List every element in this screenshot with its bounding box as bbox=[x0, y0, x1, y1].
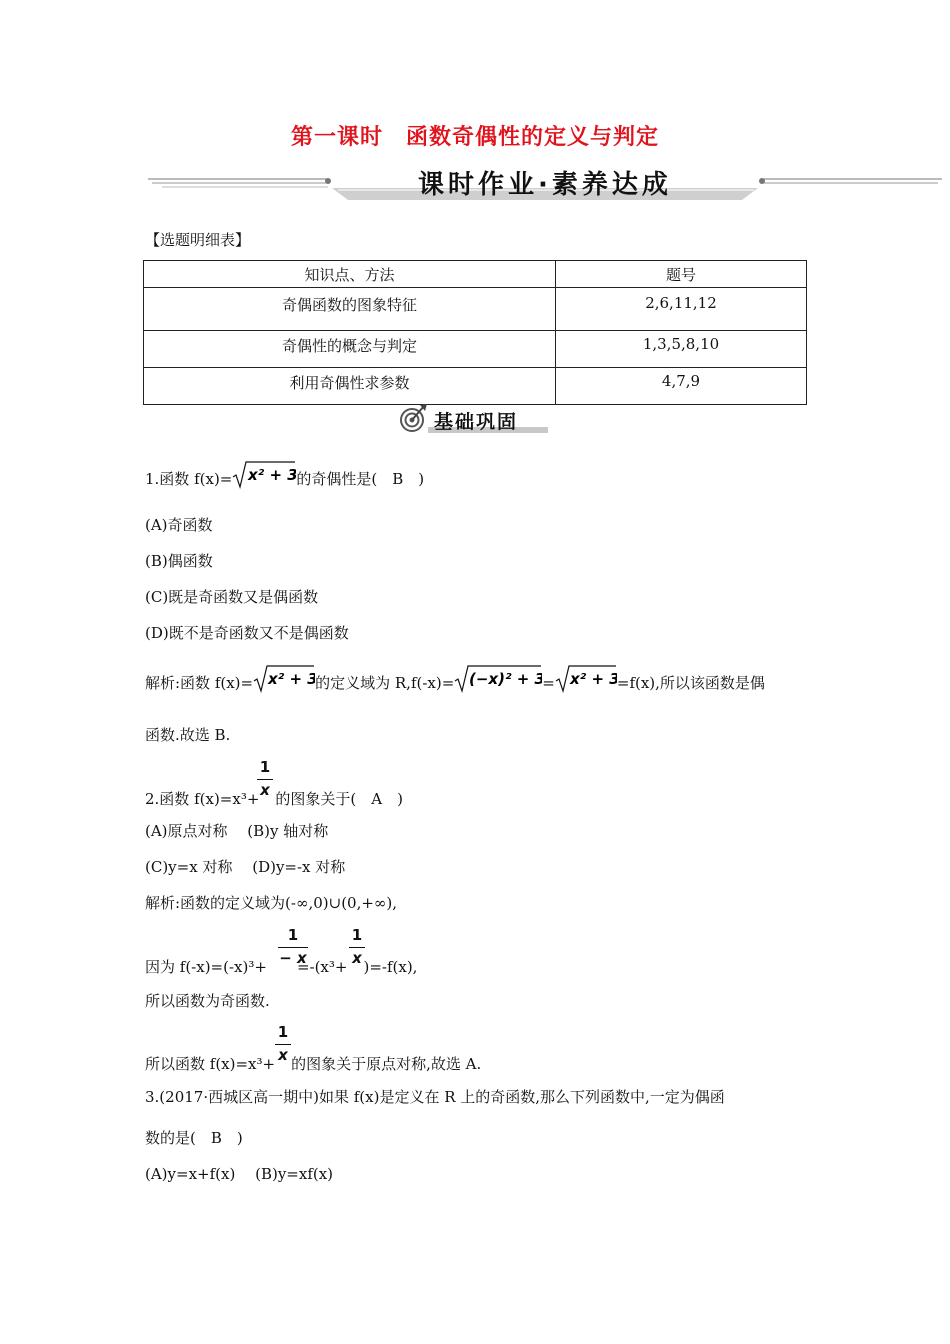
fraction-denominator: x bbox=[260, 781, 270, 799]
solution-text: 的定义域为 R,f(-x)= bbox=[315, 674, 455, 692]
option-c: (C)既是奇函数又是偶函数 bbox=[145, 588, 319, 606]
question-1-stem bbox=[145, 460, 424, 490]
radical-sign-icon bbox=[454, 664, 542, 694]
option-b: (B)偶函数 bbox=[145, 552, 213, 570]
q2-stem-prefix: 2.函数 f(x)=x³+ bbox=[145, 790, 260, 808]
section-title: 基础巩固 bbox=[434, 411, 519, 433]
table-header-cell: 知识点、方法 bbox=[144, 261, 556, 288]
fraction-bar bbox=[278, 947, 308, 948]
table-cell: 1,3,5,8,10 bbox=[556, 331, 807, 368]
radical-sign-icon bbox=[232, 460, 296, 490]
table-row bbox=[144, 331, 807, 368]
lesson-title: 第一课时 函数奇偶性的定义与判定 bbox=[290, 125, 659, 150]
q2-solution-line-3: 所以函数为奇函数. bbox=[145, 992, 270, 1010]
table-row bbox=[144, 288, 807, 331]
solution-text: 的图象关于原点对称,故选 A. bbox=[291, 1055, 482, 1073]
sqrt-expression bbox=[232, 460, 296, 490]
solution-text: =f(x),所以该函数是偶 bbox=[616, 674, 765, 692]
table-cell: 4,7,9 bbox=[556, 368, 807, 405]
q3-options-line-1: (A)y=x+f(x) (B)y=xf(x) bbox=[145, 1165, 334, 1183]
question-3-stem-line-1: 3.(2017·西城区高一期中)如果 f(x)是定义在 R 上的奇函数,那么下列函数中,一定为偶函 bbox=[145, 1088, 725, 1106]
radicand-text: x² + 3 bbox=[248, 466, 297, 484]
q1-solution bbox=[145, 664, 765, 694]
solution-text: =-(x³+ bbox=[296, 958, 348, 976]
solution-text: = bbox=[542, 674, 555, 692]
solution-text: 因为 f(-x)=(-x)³+ bbox=[145, 958, 267, 976]
radicand-text: x² + 3 bbox=[569, 670, 617, 688]
table-cell: 利用奇偶性求参数 bbox=[144, 368, 556, 405]
question-detail-table bbox=[143, 260, 807, 405]
q2-stem-suffix: 的图象关于( A ) bbox=[275, 790, 403, 808]
q1-solution-end: 函数.故选 B. bbox=[145, 726, 231, 744]
q2-solution-line-1: 解析:函数的定义域为(-∞,0)∪(0,+∞), bbox=[145, 894, 398, 912]
fraction-numerator: 1 bbox=[259, 758, 271, 776]
radicand-text: x² + 3 bbox=[268, 670, 316, 688]
table-intro: 【选题明细表】 bbox=[145, 231, 251, 249]
table-header-row bbox=[144, 261, 807, 288]
radical-sign-icon bbox=[253, 664, 315, 694]
banner-title: 课时作业·素养达成 bbox=[418, 170, 672, 200]
question-3-stem-line-2: 数的是( B ) bbox=[145, 1129, 243, 1147]
table-cell: 2,6,11,12 bbox=[556, 288, 807, 331]
fraction-bar bbox=[275, 1044, 291, 1045]
table-cell: 奇偶函数的图象特征 bbox=[144, 288, 556, 331]
q2-options-line-2: (C)y=x 对称 (D)y=-x 对称 bbox=[145, 858, 346, 876]
fraction-bar bbox=[349, 947, 365, 948]
q1-stem-suffix: 的奇偶性是( B ) bbox=[296, 470, 425, 488]
table-row bbox=[144, 368, 807, 405]
q2-solution-line-4 bbox=[145, 1054, 481, 1074]
fraction-denominator: x bbox=[278, 1046, 288, 1064]
solution-text: 所以函数 f(x)=x³+ bbox=[145, 1055, 276, 1073]
q1-stem-prefix: 1.函数 f(x)= bbox=[145, 470, 233, 488]
fraction-numerator: 1 bbox=[287, 926, 299, 944]
table-cell: 奇偶性的概念与判定 bbox=[144, 331, 556, 368]
solution-text: 解析:函数 f(x)= bbox=[145, 674, 254, 692]
q2-solution-line-2 bbox=[145, 957, 417, 977]
fraction-numerator: 1 bbox=[351, 926, 363, 944]
option-d: (D)既不是奇函数又不是偶函数 bbox=[145, 624, 349, 642]
question-2-stem bbox=[145, 789, 403, 809]
fraction-denominator: x bbox=[352, 949, 362, 967]
solution-text: )=-f(x), bbox=[363, 958, 418, 976]
option-a: (A)奇函数 bbox=[145, 516, 213, 534]
radicand-text: (−x)² + 3 bbox=[469, 670, 543, 688]
fraction-numerator: 1 bbox=[277, 1023, 289, 1041]
radical-sign-icon bbox=[555, 664, 617, 694]
fraction-bar bbox=[257, 779, 273, 780]
table-header-cell: 题号 bbox=[556, 261, 807, 288]
q2-options-line-1: (A)原点对称 (B)y 轴对称 bbox=[145, 822, 329, 840]
fraction-denominator: − x bbox=[279, 949, 307, 967]
